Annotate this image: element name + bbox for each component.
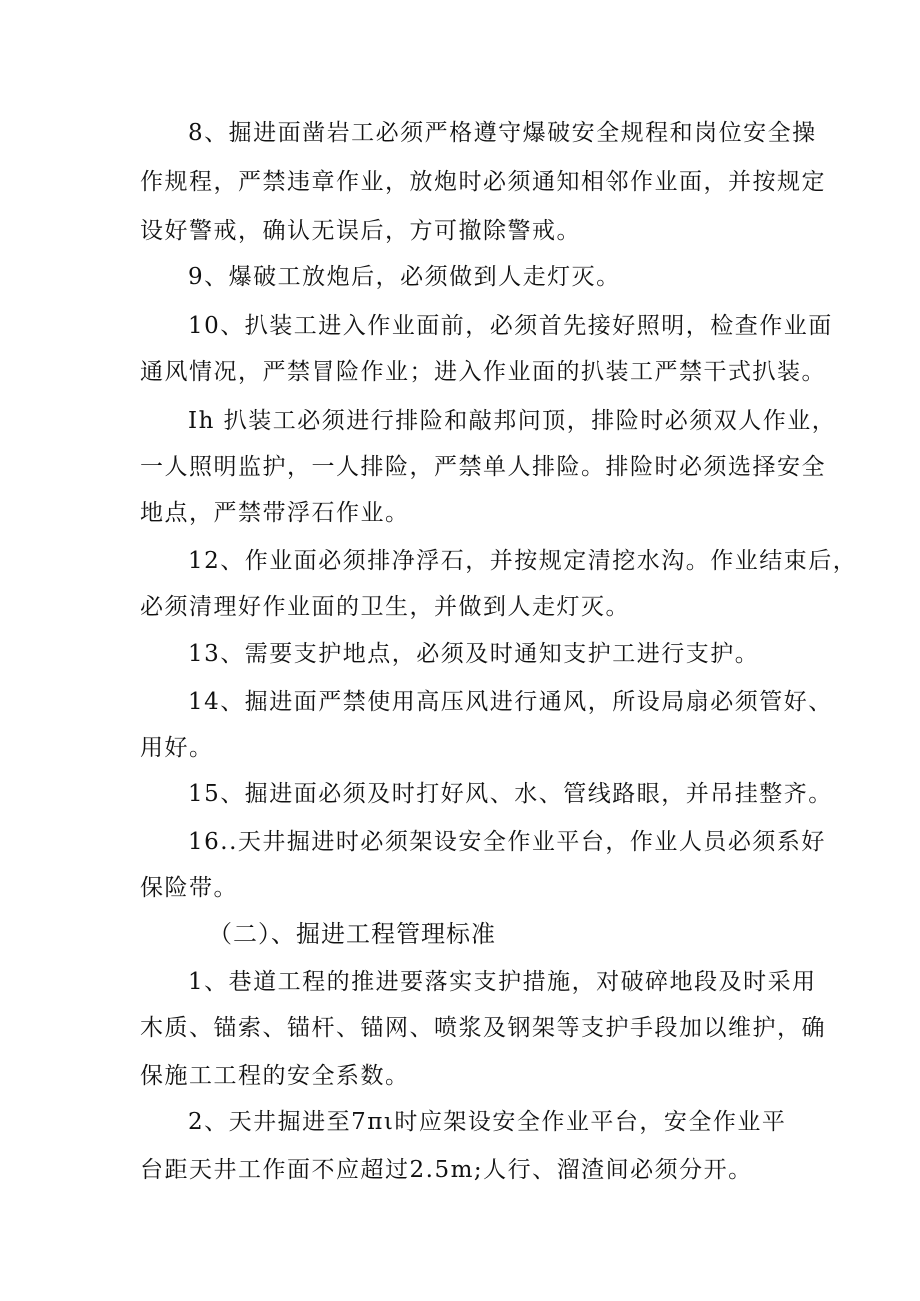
standard-1-line-1: 1、巷道工程的推进要落实支护措施，对破碎地段及时采用 <box>188 969 817 995</box>
paragraph-14-line-2: 用好。 <box>140 735 214 761</box>
paragraph-8-line-3: 设好警戒，确认无误后，方可撤除警戒。 <box>140 218 581 244</box>
paragraph-16-line-1: 16..天井掘进时必须架设安全作业平台，作业人员必须系好 <box>188 829 826 855</box>
paragraph-11-line-1: Ih 扒装工必须进行排险和敲邦问顶，排险时必须双人作业， <box>188 408 837 434</box>
paragraph-11-line-3: 地点，严禁带浮石作业。 <box>140 500 410 526</box>
paragraph-13-line-1: 13、需要支护地点，必须及时通知支护工进行支护。 <box>188 641 760 667</box>
paragraph-9-line-1: 9、爆破工放炮后，必须做到人走灯灭。 <box>188 264 621 290</box>
paragraph-12-line-2: 必须清理好作业面的卫生，并做到人走灯灭。 <box>140 594 630 620</box>
standard-1-line-3: 保施工工程的安全系数。 <box>140 1063 410 1089</box>
paragraph-15-line-1: 15、掘进面必须及时打好风、水、管线路眼，并吊挂整齐。 <box>188 781 833 807</box>
paragraph-16-line-2: 保险带。 <box>140 875 238 901</box>
paragraph-8-line-2: 作规程，严禁违章作业，放炮时必须通知相邻作业面，并按规定 <box>140 169 826 195</box>
paragraph-10-line-1: 10、扒装工进入作业面前，必须首先接好照明，检查作业面 <box>188 313 833 339</box>
paragraph-14-line-1: 14、掘进面严禁使用高压风进行通风，所设局扇必须管好、 <box>188 689 833 715</box>
paragraph-10-line-2: 通风情况，严禁冒险作业；进入作业面的扒装工严禁干式扒装。 <box>140 359 826 385</box>
standard-1-line-2: 木质、锚索、锚杆、锚网、喷浆及钢架等支护手段加以维护，确 <box>140 1015 826 1041</box>
standard-2-line-1: 2、天井掘进至7πι时应架设安全作业平台，安全作业平 <box>188 1109 787 1135</box>
standard-2-line-2: 台距天井工作面不应超过2.5m;人行、溜渣间必须分开。 <box>140 1157 753 1183</box>
paragraph-12-line-1: 12、作业面必须排净浮石，并按规定清挖水沟。作业结束后， <box>188 548 858 574</box>
paragraph-8-line-1: 8、掘进面凿岩工必须严格遵守爆破安全规程和岗位安全操 <box>188 120 817 146</box>
section-heading: （二）、掘进工程管理标准 <box>208 920 496 948</box>
paragraph-11-line-2: 一人照明监护，一人排险，严禁单人排险。排险时必须选择安全 <box>140 454 826 480</box>
